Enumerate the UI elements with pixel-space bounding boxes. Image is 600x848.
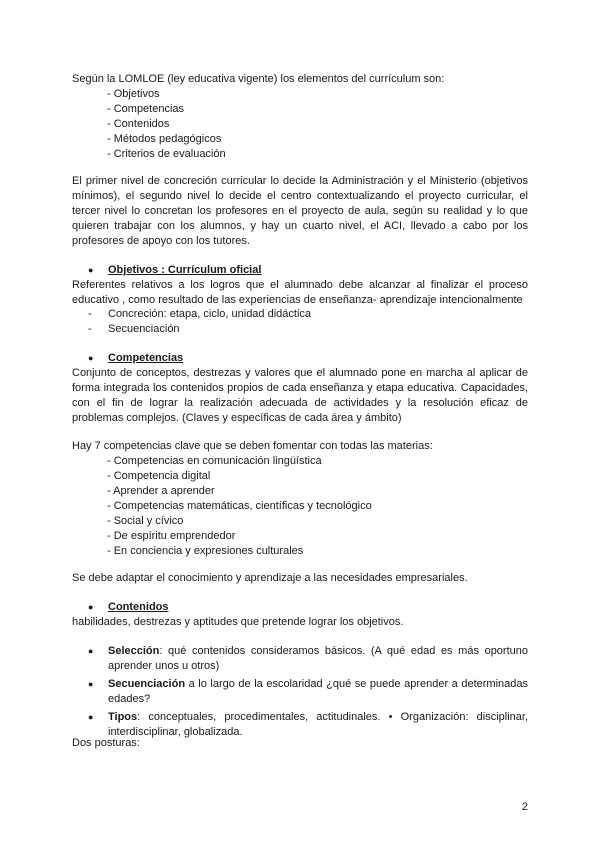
list-item: - Aprender a aprender: [107, 485, 215, 497]
bullet-icon: ●: [88, 353, 94, 363]
list-item: - Competencias: [107, 103, 185, 115]
competencias-paragraph: [72, 366, 528, 426]
paragraph-line: tercer nivel lo concretan los profesores en el proyecto de aula, según su realidad y lo que: [72, 205, 528, 217]
elements-list: [107, 87, 226, 162]
clave-list: [107, 454, 372, 559]
bullet-term: Tipos: [108, 711, 138, 723]
objetivos-heading: [88, 263, 261, 278]
bullet-icon: ●: [88, 646, 94, 656]
list-item: ● Tipos: conceptuales, procedimentales, actitudinales. • Organización: disciplinar, interdisciplinar, globalizada.: [88, 711, 528, 738]
paragraph-line: Conjunto de conceptos, destrezas y valores que el alumnado pone en marcha al aplicar de: [72, 367, 528, 379]
bullet-icon: ●: [88, 712, 94, 722]
list-item: - Contenidos: [107, 118, 170, 130]
list-item: - Competencias en comunicación lingüística: [107, 455, 322, 467]
contenidos-heading: [88, 600, 169, 615]
list-item: - En conciencia y expresiones culturales: [107, 545, 304, 557]
intro-text: Según la LOMLOE (ley educativa vigente) los elementos del currículum son:: [72, 73, 445, 85]
heading-text: Objetivos : Currículum oficial: [108, 264, 262, 276]
paragraph-line: mínimos), el segundo nivel lo decide el centro contextualizando el proyecto curricular, el: [72, 190, 528, 202]
list-item: - Objetivos: [107, 88, 160, 100]
clave-intro: Hay 7 competencias clave que se deben fomentar con todas las materias:: [72, 440, 433, 452]
list-item: - Secuenciación: [88, 323, 180, 335]
competencias-heading: [88, 351, 183, 366]
contenidos-closing: Dos posturas:: [72, 737, 140, 749]
bullet-icon: ●: [88, 602, 94, 612]
paragraph-line: educativo , como resultado de las experiencias de enseñanza- aprendizaje intencionalmente: [72, 294, 523, 306]
list-item: - Competencias matemáticas, científicas y tecnológico: [107, 500, 372, 512]
list-item: - Criterios de evaluación: [107, 148, 226, 160]
paragraph-line: El primer nivel de concreción curricular lo decide la Administración y el Ministerio (objetivos: [72, 175, 528, 187]
list-item: ● Selección: qué contenidos consideramos básicos. (A qué edad es más oportuno aprender unos u otros): [88, 645, 528, 672]
bullet-icon: ●: [88, 265, 94, 275]
objetivos-paragraph: [72, 278, 528, 308]
bullet-term: Secuenciación: [108, 678, 186, 690]
bullet-icon: ●: [88, 679, 94, 689]
list-item: - Competencia digital: [107, 470, 211, 482]
bullet-term: Selección: [108, 645, 160, 657]
paragraph-line: quieren trabajar con los alumnos, y hay un cuarto nivel, el ACI, llevado a cabo por los: [72, 220, 528, 232]
list-item: ● Secuenciación a lo largo de la escolaridad ¿qué se puede aprender a determinadas edades?: [88, 678, 528, 705]
competencias-closing: Se debe adaptar el conocimiento y aprendizaje a las necesidades empresariales.: [72, 572, 468, 584]
list-item: - De espíritu emprendedor: [107, 530, 236, 542]
paragraph-line: problemas complejos. (Claves y específicas de cada área y ámbito): [72, 412, 402, 424]
contenidos-bullets: [88, 644, 528, 743]
heading-text: Competencias: [108, 352, 184, 364]
paragraph-line: forma integrada los contenidos propios de cada enseñanza y etapa educativa. Capacidades,: [72, 382, 528, 394]
paragraph-line: con el fin de lograr la realización adecuada de actividades y la resolución eficaz de: [72, 397, 528, 409]
list-item: - Concreción: etapa, ciclo, unidad didáctica: [88, 308, 312, 320]
paragraph-line: Referentes relativos a los logros que el alumnado debe alcanzar al finalizar el proceso: [72, 279, 528, 291]
heading-text: Contenidos: [108, 601, 169, 613]
list-item: - Métodos pedagógicos: [107, 133, 222, 145]
objetivos-list: [88, 307, 311, 337]
page-number: 2: [521, 801, 528, 813]
list-item: - Social y cívico: [107, 515, 184, 527]
levels-paragraph: [72, 174, 528, 249]
paragraph-line: profesores de apoyo con los tutores.: [72, 235, 250, 247]
contenidos-desc: habilidades, destrezas y aptitudes que pretende lograr los objetivos.: [72, 616, 404, 628]
